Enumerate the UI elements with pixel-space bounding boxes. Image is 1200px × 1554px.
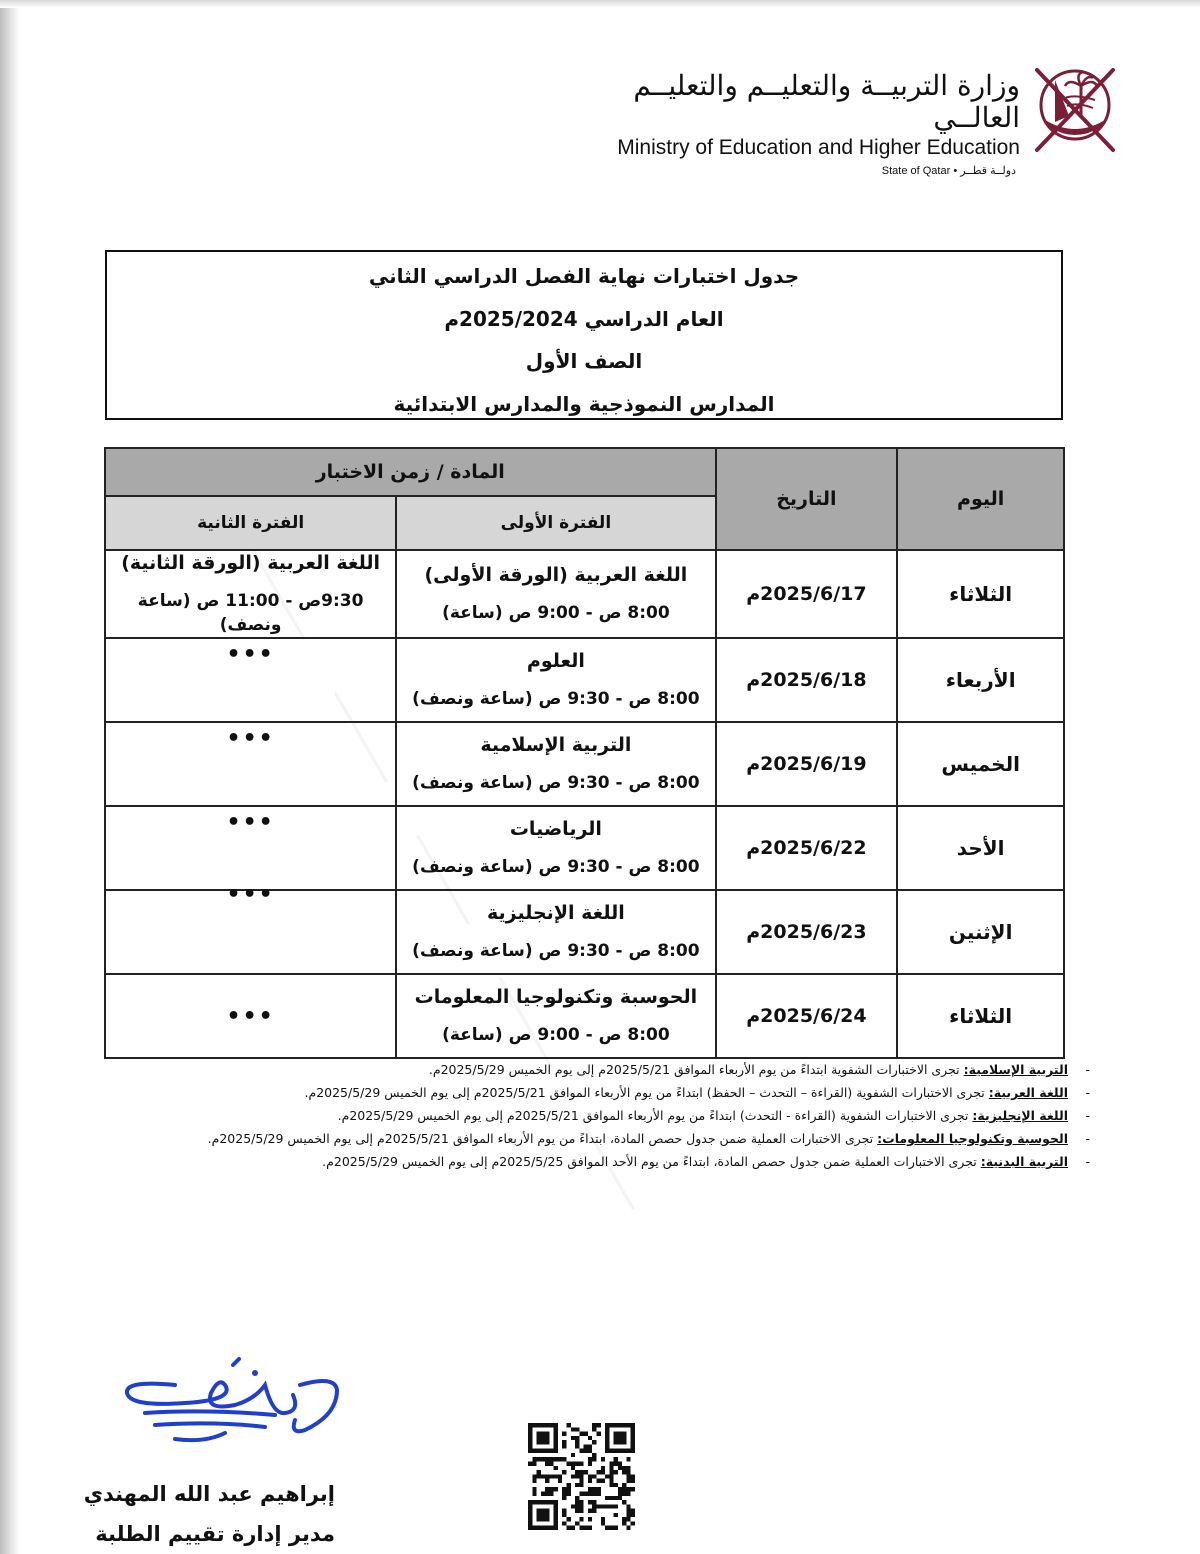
note-text: تجرى الاختبارات العملية ضمن جدول حصص المادة، ابتداءً من يوم الأربعاء الموافق 2025/5/21م إلى يوم الخميس 2025/5/29م. [207, 1131, 878, 1146]
note-islamic: - التربية الإسلامية: تجرى الاختبارات الشفوية ابتداءً من يوم الأربعاء الموافق 2025/5/21م إلى يوم الخميس 2025/5/29م. [428, 1062, 1090, 1077]
note-label: التربية البدنية: [980, 1154, 1068, 1169]
note-text: تجرى الاختبارات العملية ضمن جدول حصص المادة، ابتداءً من يوم الأحد الموافق 2025/5/25م إلى يوم الخميس 2025/5/29م. [322, 1154, 981, 1169]
page-shadow-edge [0, 0, 20, 1554]
exam-time: 8:00 ص - 9:30 ص (ساعة ونصف) [412, 689, 700, 709]
schedule-title-box [105, 250, 1063, 420]
day-cell: الأربعاء [897, 638, 1064, 722]
period-2-cell [105, 550, 396, 638]
exam-schedule-table [104, 447, 1065, 1059]
subject-name: العلوم [526, 650, 585, 672]
note-computing: - الحوسبة وتكنولوجيا المعلومات: تجرى الاختبارات العملية ضمن جدول حصص المادة، ابتداءً من يوم الأربعاء الموافق 2025/5/21م إلى يوم الخميس 2025/5/29م. [207, 1131, 1090, 1146]
date-cell: 2025/6/19م [716, 722, 898, 806]
empty-period-dots: ••• [226, 726, 275, 751]
subject-name: اللغة العربية (الورقة الثانية) [121, 552, 381, 574]
note-label: اللغة العربية: [988, 1085, 1068, 1100]
period-1-cell [396, 550, 715, 638]
header-subject-time: المادة / زمن الاختبار [105, 448, 716, 496]
period-2-cell [105, 638, 396, 722]
ministry-header [560, 70, 1020, 177]
table-row [105, 722, 1064, 806]
signer-name: إبراهيم عبد الله المهندي [83, 1482, 335, 1506]
grade-label: الصف الأول [525, 349, 643, 373]
empty-period-dots: ••• [226, 642, 275, 667]
day-cell: الثلاثاء [897, 550, 1064, 638]
header-date: التاريخ [716, 448, 898, 550]
note-text: تجرى الاختبارات الشفوية (القراءة – التحدث – الحفظ) ابتداءً من يوم الأربعاء الموافق 2025/5/21م إلى يوم الخميس 2025/5/29م. [304, 1085, 989, 1100]
subject-name: اللغة العربية (الورقة الأولى) [424, 564, 688, 586]
table-row [105, 974, 1064, 1058]
note-text: تجرى الاختبارات الشفوية (القراءة - التحدث) ابتداءً من يوم الأربعاء الموافق 2025/5/21م إلى يوم الخميس 2025/5/29م. [337, 1108, 973, 1123]
period-2-cell [105, 722, 396, 806]
empty-period-dots: ••• [226, 1003, 275, 1029]
exam-time: 8:00 ص - 9:00 ص (ساعة) [442, 603, 670, 623]
empty-period-dots: ••• [226, 810, 275, 835]
table-row [105, 550, 1064, 638]
header-day: اليوم [897, 448, 1064, 550]
subject-name: التربية الإسلامية [480, 734, 632, 756]
period-2-cell [105, 974, 396, 1058]
period-1-cell [396, 806, 715, 890]
period-1-cell [396, 890, 715, 974]
note-arabic: - اللغة العربية: تجرى الاختبارات الشفوية (القراءة – التحدث – الحفظ) ابتداءً من يوم الأربعاء الموافق 2025/5/21م إلى يوم الخميس 2025/5/29م. [304, 1085, 1090, 1100]
period-1-cell [396, 722, 715, 806]
date-cell: 2025/6/17م [716, 550, 898, 638]
note-label: التربية الإسلامية: [963, 1062, 1068, 1077]
day-cell: الخميس [897, 722, 1064, 806]
day-cell: الثلاثاء [897, 974, 1064, 1058]
table-row [105, 806, 1064, 890]
subject-name: الرياضيات [509, 818, 602, 840]
exam-time: 8:00 ص - 9:00 ص (ساعة) [442, 1025, 670, 1045]
date-cell: 2025/6/22م [716, 806, 898, 890]
exam-time: 9:30ص - 11:00 ص (ساعة ونصف) [137, 591, 364, 635]
exam-time: 8:00 ص - 9:30 ص (ساعة ونصف) [412, 773, 700, 793]
header-period-1: الفترة الأولى [396, 496, 715, 550]
date-cell: 2025/6/24م [716, 974, 898, 1058]
day-cell: الإثنين [897, 890, 1064, 974]
subject-name: اللغة الإنجليزية [487, 902, 625, 924]
exam-notes [100, 1058, 1100, 1173]
ministry-name-arabic: وزارة التربيــة والتعليــم والتعليــم العالــي [633, 69, 1020, 134]
academic-year: العام الدراسي 2025/2024م [444, 307, 724, 331]
state-of-qatar-label: State of Qatar • دولــة قطــر [881, 165, 1016, 177]
signer-title: مدير إدارة تقييم الطلبة [95, 1522, 335, 1546]
page-shadow-top [0, 0, 1200, 8]
period-1-cell [396, 974, 715, 1058]
schools-label: المدارس النموذجية والمدارس الابتدائية [393, 392, 775, 416]
note-label: الحوسبة وتكنولوجيا المعلومات: [877, 1131, 1068, 1146]
note-label: اللغة الإنجليزية: [972, 1108, 1068, 1123]
handwritten-signature [115, 1355, 355, 1465]
exam-time: 8:00 ص - 9:30 ص (ساعة ونصف) [412, 941, 700, 961]
header-period-2: الفترة الثانية [105, 496, 396, 550]
period-1-cell [396, 638, 715, 722]
period-2-cell [105, 882, 396, 974]
schedule-title: جدول اختبارات نهاية الفصل الدراسي الثاني [368, 264, 800, 288]
day-cell: الأحد [897, 806, 1064, 890]
qr-code [528, 1423, 635, 1530]
note-text: تجرى الاختبارات الشفوية ابتداءً من يوم الأربعاء الموافق 2025/5/21م إلى يوم الخميس 2025/5/29م. [428, 1062, 964, 1077]
table-row [105, 638, 1064, 722]
note-pe: - التربية البدنية: تجرى الاختبارات العملية ضمن جدول حصص المادة، ابتداءً من يوم الأحد الموافق 2025/5/25م إلى يوم الخميس 2025/5/29م. [322, 1154, 1090, 1169]
exam-time: 8:00 ص - 9:30 ص (ساعة ونصف) [412, 857, 700, 877]
date-cell: 2025/6/18م [716, 638, 898, 722]
ministry-name-english: Ministry of Education and Higher Education [617, 136, 1020, 159]
qatar-emblem-icon [1025, 50, 1125, 160]
period-2-cell [105, 806, 396, 890]
empty-period-dots: ••• [226, 882, 275, 907]
table-row [105, 890, 1064, 974]
note-english: - اللغة الإنجليزية: تجرى الاختبارات الشفوية (القراءة - التحدث) ابتداءً من يوم الأربعاء الموافق 2025/5/21م إلى يوم الخميس 2025/5/29م. [337, 1108, 1090, 1123]
date-cell: 2025/6/23م [716, 890, 898, 974]
subject-name: الحوسبة وتكنولوجيا المعلومات [414, 986, 698, 1008]
